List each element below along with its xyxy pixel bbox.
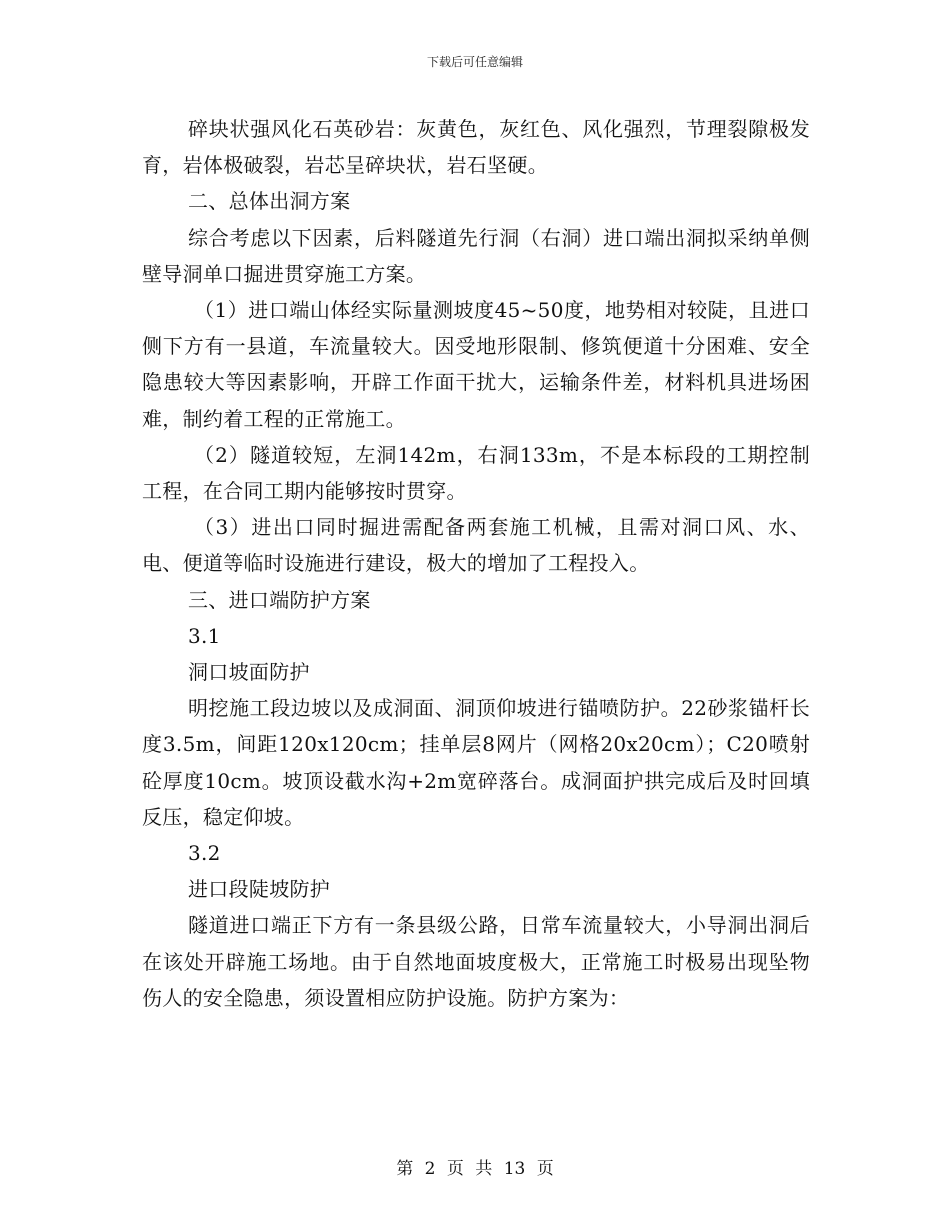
subsection-number: 3.1 [188,623,221,648]
reason-paragraph: （3）进出口同时掘进需配备两套施工机械，且需对洞口风、水、电、便道等临时设施进行建设，极大的增加了工程投入。 [142,515,810,576]
section-intro-paragraph: 综合考虑以下因素，后料隧道先行洞（右洞）进口端出洞拟采纳单侧壁导洞单口掘进贯穿施工方案。 [142,225,810,286]
subsection-body-paragraph: 隧道进口端正下方有一条县级公路，日常车流量较大，小导洞出洞后在该处开辟施工场地。由于自然地面坡度极大，正常施工时极易出现坠物伤人的安全隐患，须设置相应防护设施。防护方案为： [142,913,810,1010]
document-body [142,111,810,1016]
page-number-footer: 第 2 页 共 13 页 [396,1159,554,1179]
subsection-body-paragraph: 明挖施工段边坡以及成洞面、洞顶仰坡进行锚喷防护。22砂浆锚杆长度3.5m，间距120x120cm；挂单层8网片（网格20x20cm）；C20喷射砼厚度10cm。坡顶设截水沟+2m宽碎落台。成洞面护拱完成后及时回填反压，稳定仰坡。 [142,696,810,829]
section-heading: 三、进口端防护方案 [188,587,371,612]
subsection-title: 进口段陡坡防护 [188,877,331,902]
page-header: 下载后可任意编辑 [426,55,523,69]
section-heading: 二、总体出洞方案 [188,189,351,214]
subsection-title: 洞口坡面防护 [188,660,310,685]
rock-description-paragraph: 碎块状强风化石英砂岩：灰黄色，灰红色、风化强烈，节理裂隙极发育，岩体极破裂，岩芯呈碎块状，岩石坚硬。 [142,117,810,178]
reason-paragraph: （1）进口端山体经实际量测坡度45~50度，地势相对较陡，且进口侧下方有一县道，车流量较大。因受地形限制、修筑便道十分困难、安全隐患较大等因素影响，开辟工作面干扰大，运输条件差，材料机具进场困难，制约着工程的正常施工。 [142,298,810,431]
reason-paragraph: （2）隧道较短，左洞142m，右洞133m，不是本标段的工期控制工程，在合同工期内能够按时贯穿。 [142,442,810,504]
subsection-number: 3.2 [188,841,221,866]
